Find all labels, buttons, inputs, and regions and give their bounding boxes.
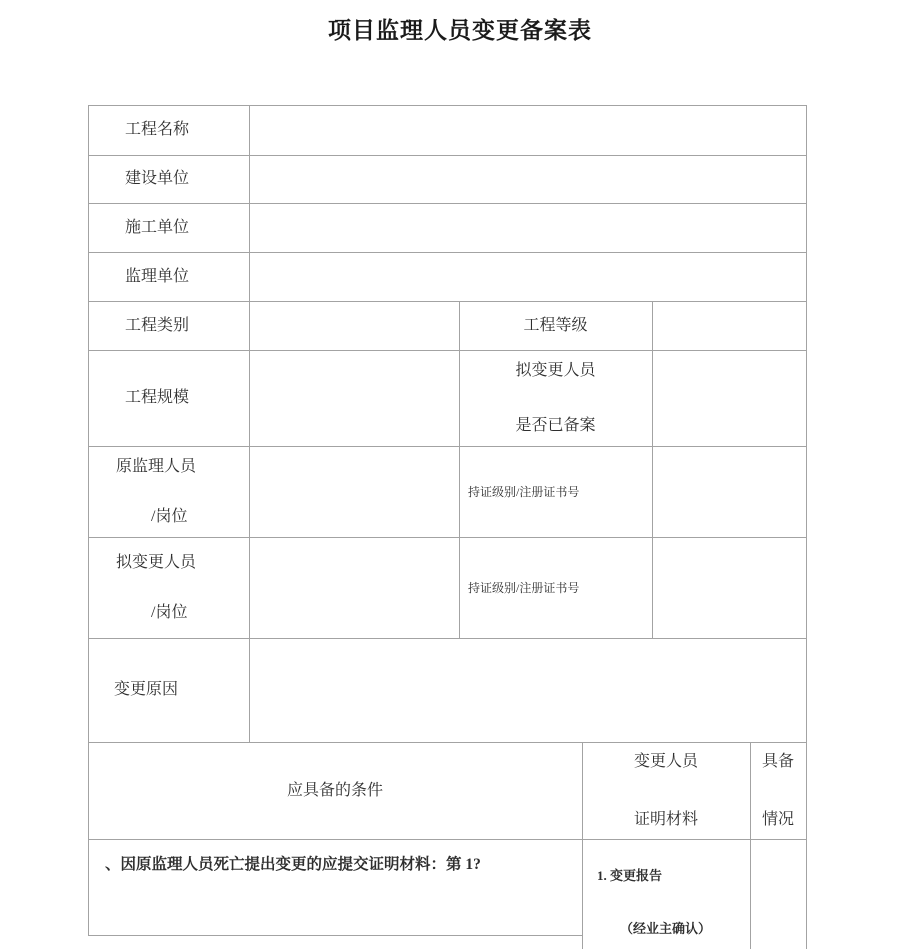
header-change-person-material-line1: 变更人员 xyxy=(633,752,698,770)
field-project-scale[interactable] xyxy=(249,350,459,446)
text-death-clause: 、因原监理人员死亡提出变更的应提交证明材料：第 1? xyxy=(105,856,481,873)
field-cert-level-original[interactable] xyxy=(652,446,806,537)
label-contractor: 施工单位 xyxy=(125,218,190,236)
page-title: 项目监理人员变更备案表 xyxy=(328,18,592,43)
table-gridline xyxy=(88,935,583,936)
label-change-reason: 变更原因 xyxy=(114,681,179,698)
header-change-person-material-line2: 证明材料 xyxy=(633,810,698,828)
field-construction-owner[interactable] xyxy=(249,155,806,203)
label-project-category: 工程类别 xyxy=(125,316,190,334)
label-proposed-person-filed-line2: 是否已备案 xyxy=(515,417,596,434)
label-project-scale: 工程规模 xyxy=(125,389,190,406)
header-change-person-material xyxy=(582,742,750,839)
header-availability-line2: 情况 xyxy=(761,810,794,828)
label-cert-level-original: 持证级别/注册证书号 xyxy=(468,484,580,499)
label-project-name: 工程名称 xyxy=(125,121,190,138)
field-change-reason[interactable] xyxy=(249,638,806,742)
header-conditions: 应具备的条件 xyxy=(286,781,383,799)
label-proposed-person-filed-line1: 拟变更人员 xyxy=(515,362,596,379)
text-material-item xyxy=(582,839,750,949)
table-gridline xyxy=(806,105,807,949)
field-cert-level-proposed[interactable] xyxy=(652,537,806,638)
header-availability-line1: 具备 xyxy=(761,752,794,770)
label-proposed-person-filed xyxy=(459,350,652,446)
label-supervision-unit: 监理单位 xyxy=(125,267,190,285)
field-proposed-supervisor[interactable] xyxy=(249,537,459,638)
label-original-supervisor-line1: 原监理人员 xyxy=(116,457,197,475)
label-original-supervisor xyxy=(88,446,249,537)
label-proposed-supervisor-line2: /岗位 xyxy=(151,603,188,621)
field-availability-status[interactable] xyxy=(750,839,806,949)
text-material-item-line2: （经业主确认） xyxy=(620,921,712,936)
field-project-name[interactable] xyxy=(249,105,806,155)
field-contractor[interactable] xyxy=(249,203,806,252)
label-proposed-supervisor-line1: 拟变更人员 xyxy=(116,553,197,571)
field-project-grade[interactable] xyxy=(652,301,806,350)
filing-form-table xyxy=(88,105,807,949)
field-proposed-person-filed[interactable] xyxy=(652,350,806,446)
label-construction-owner: 建设单位 xyxy=(125,170,190,187)
label-proposed-supervisor xyxy=(88,537,249,638)
field-original-supervisor[interactable] xyxy=(249,446,459,537)
text-material-item-line1: 1. 变更报告 xyxy=(597,868,663,883)
label-project-grade: 工程等级 xyxy=(523,316,588,334)
label-cert-level-proposed: 持证级别/注册证书号 xyxy=(468,580,580,595)
header-availability xyxy=(750,742,806,839)
field-supervision-unit[interactable] xyxy=(249,252,806,301)
field-project-category[interactable] xyxy=(249,301,459,350)
label-original-supervisor-line2: /岗位 xyxy=(151,507,188,525)
